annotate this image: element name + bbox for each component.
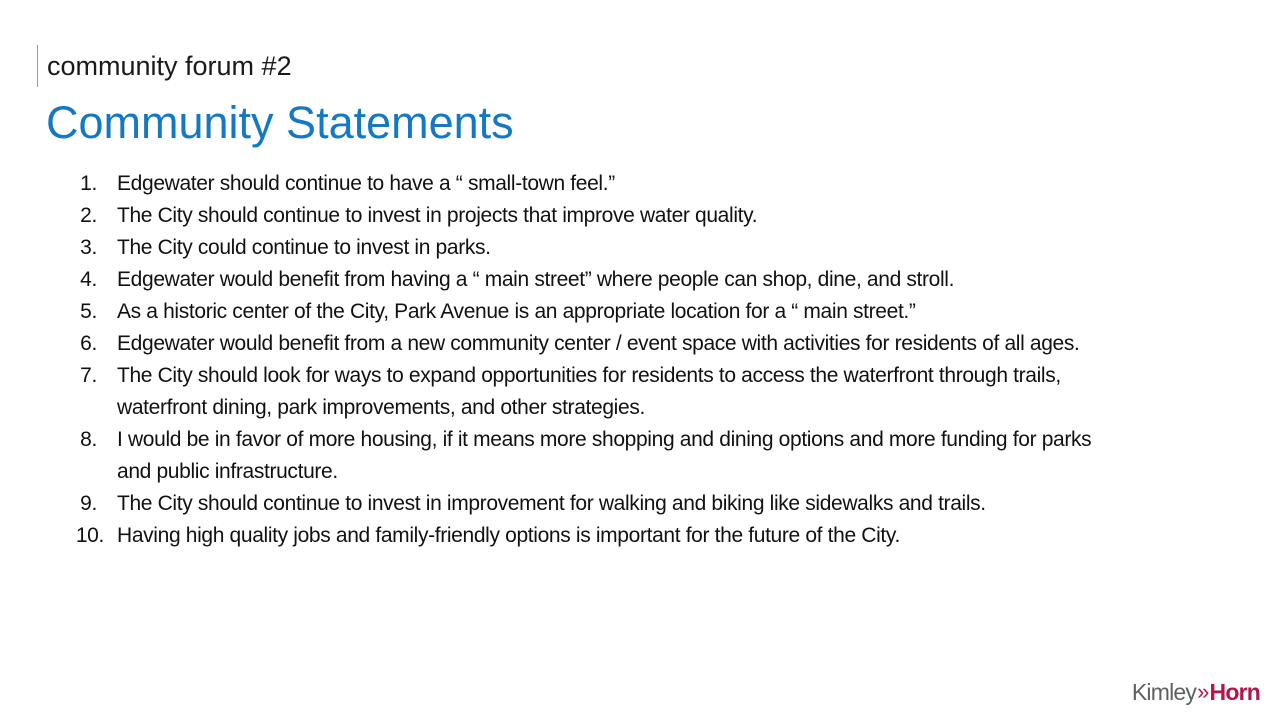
item-text: The City could continue to invest in parks. <box>117 236 491 259</box>
list-item <box>72 360 1092 424</box>
item-number: 6. <box>80 332 97 355</box>
item-text: Having high quality jobs and family-friendly options is important for the future of the City. <box>117 524 900 547</box>
item-text: Edgewater should continue to have a “ small-town feel.” <box>117 172 615 195</box>
item-text: I would be in favor of more housing, if it means more shopping and dining options and more funding for parks and public infrastructure. <box>117 428 1092 483</box>
list-item <box>72 424 1092 488</box>
logo-word-kimley: Kimley <box>1131 678 1197 705</box>
item-number: 8. <box>80 428 97 451</box>
statement-list <box>72 168 1092 552</box>
list-item <box>72 328 1092 360</box>
item-number: 2. <box>80 204 97 227</box>
item-number: 4. <box>80 268 97 291</box>
item-text: As a historic center of the City, Park Avenue is an appropriate location for a “ main street.” <box>117 300 916 323</box>
list-item <box>72 264 1092 296</box>
section-divider <box>37 45 38 87</box>
list-item <box>72 200 1092 232</box>
item-text: The City should continue to invest in projects that improve water quality. <box>117 204 758 227</box>
list-item <box>72 232 1092 264</box>
item-text: Edgewater would benefit from a new community center / event space with activities for residents of all ages. <box>117 332 1080 355</box>
section-label: community forum #2 <box>47 51 292 81</box>
kimley-horn-logo <box>1132 676 1260 708</box>
item-number: 7. <box>80 364 97 387</box>
item-text: Edgewater would benefit from having a “ main street” where people can shop, dine, and stroll. <box>117 268 955 291</box>
item-number: 3. <box>80 236 97 259</box>
item-text: The City should look for ways to expand opportunities for residents to access the waterfront through trails, waterfront dining, park improvements, and other strategies. <box>117 364 1061 419</box>
item-number: 5. <box>80 300 97 323</box>
item-number: 1. <box>80 172 97 195</box>
page-title: Community Statements <box>46 97 514 148</box>
list-item <box>72 488 1092 520</box>
logo-word-horn: Horn <box>1209 678 1260 705</box>
double-chevron-icon: » <box>1197 679 1209 704</box>
list-item <box>72 296 1092 328</box>
item-number: 9. <box>80 492 97 515</box>
list-item <box>72 168 1092 200</box>
item-number: 10. <box>75 524 104 547</box>
item-text: The City should continue to invest in improvement for walking and biking like sidewalks and trails. <box>117 492 986 515</box>
list-item <box>72 520 1092 552</box>
